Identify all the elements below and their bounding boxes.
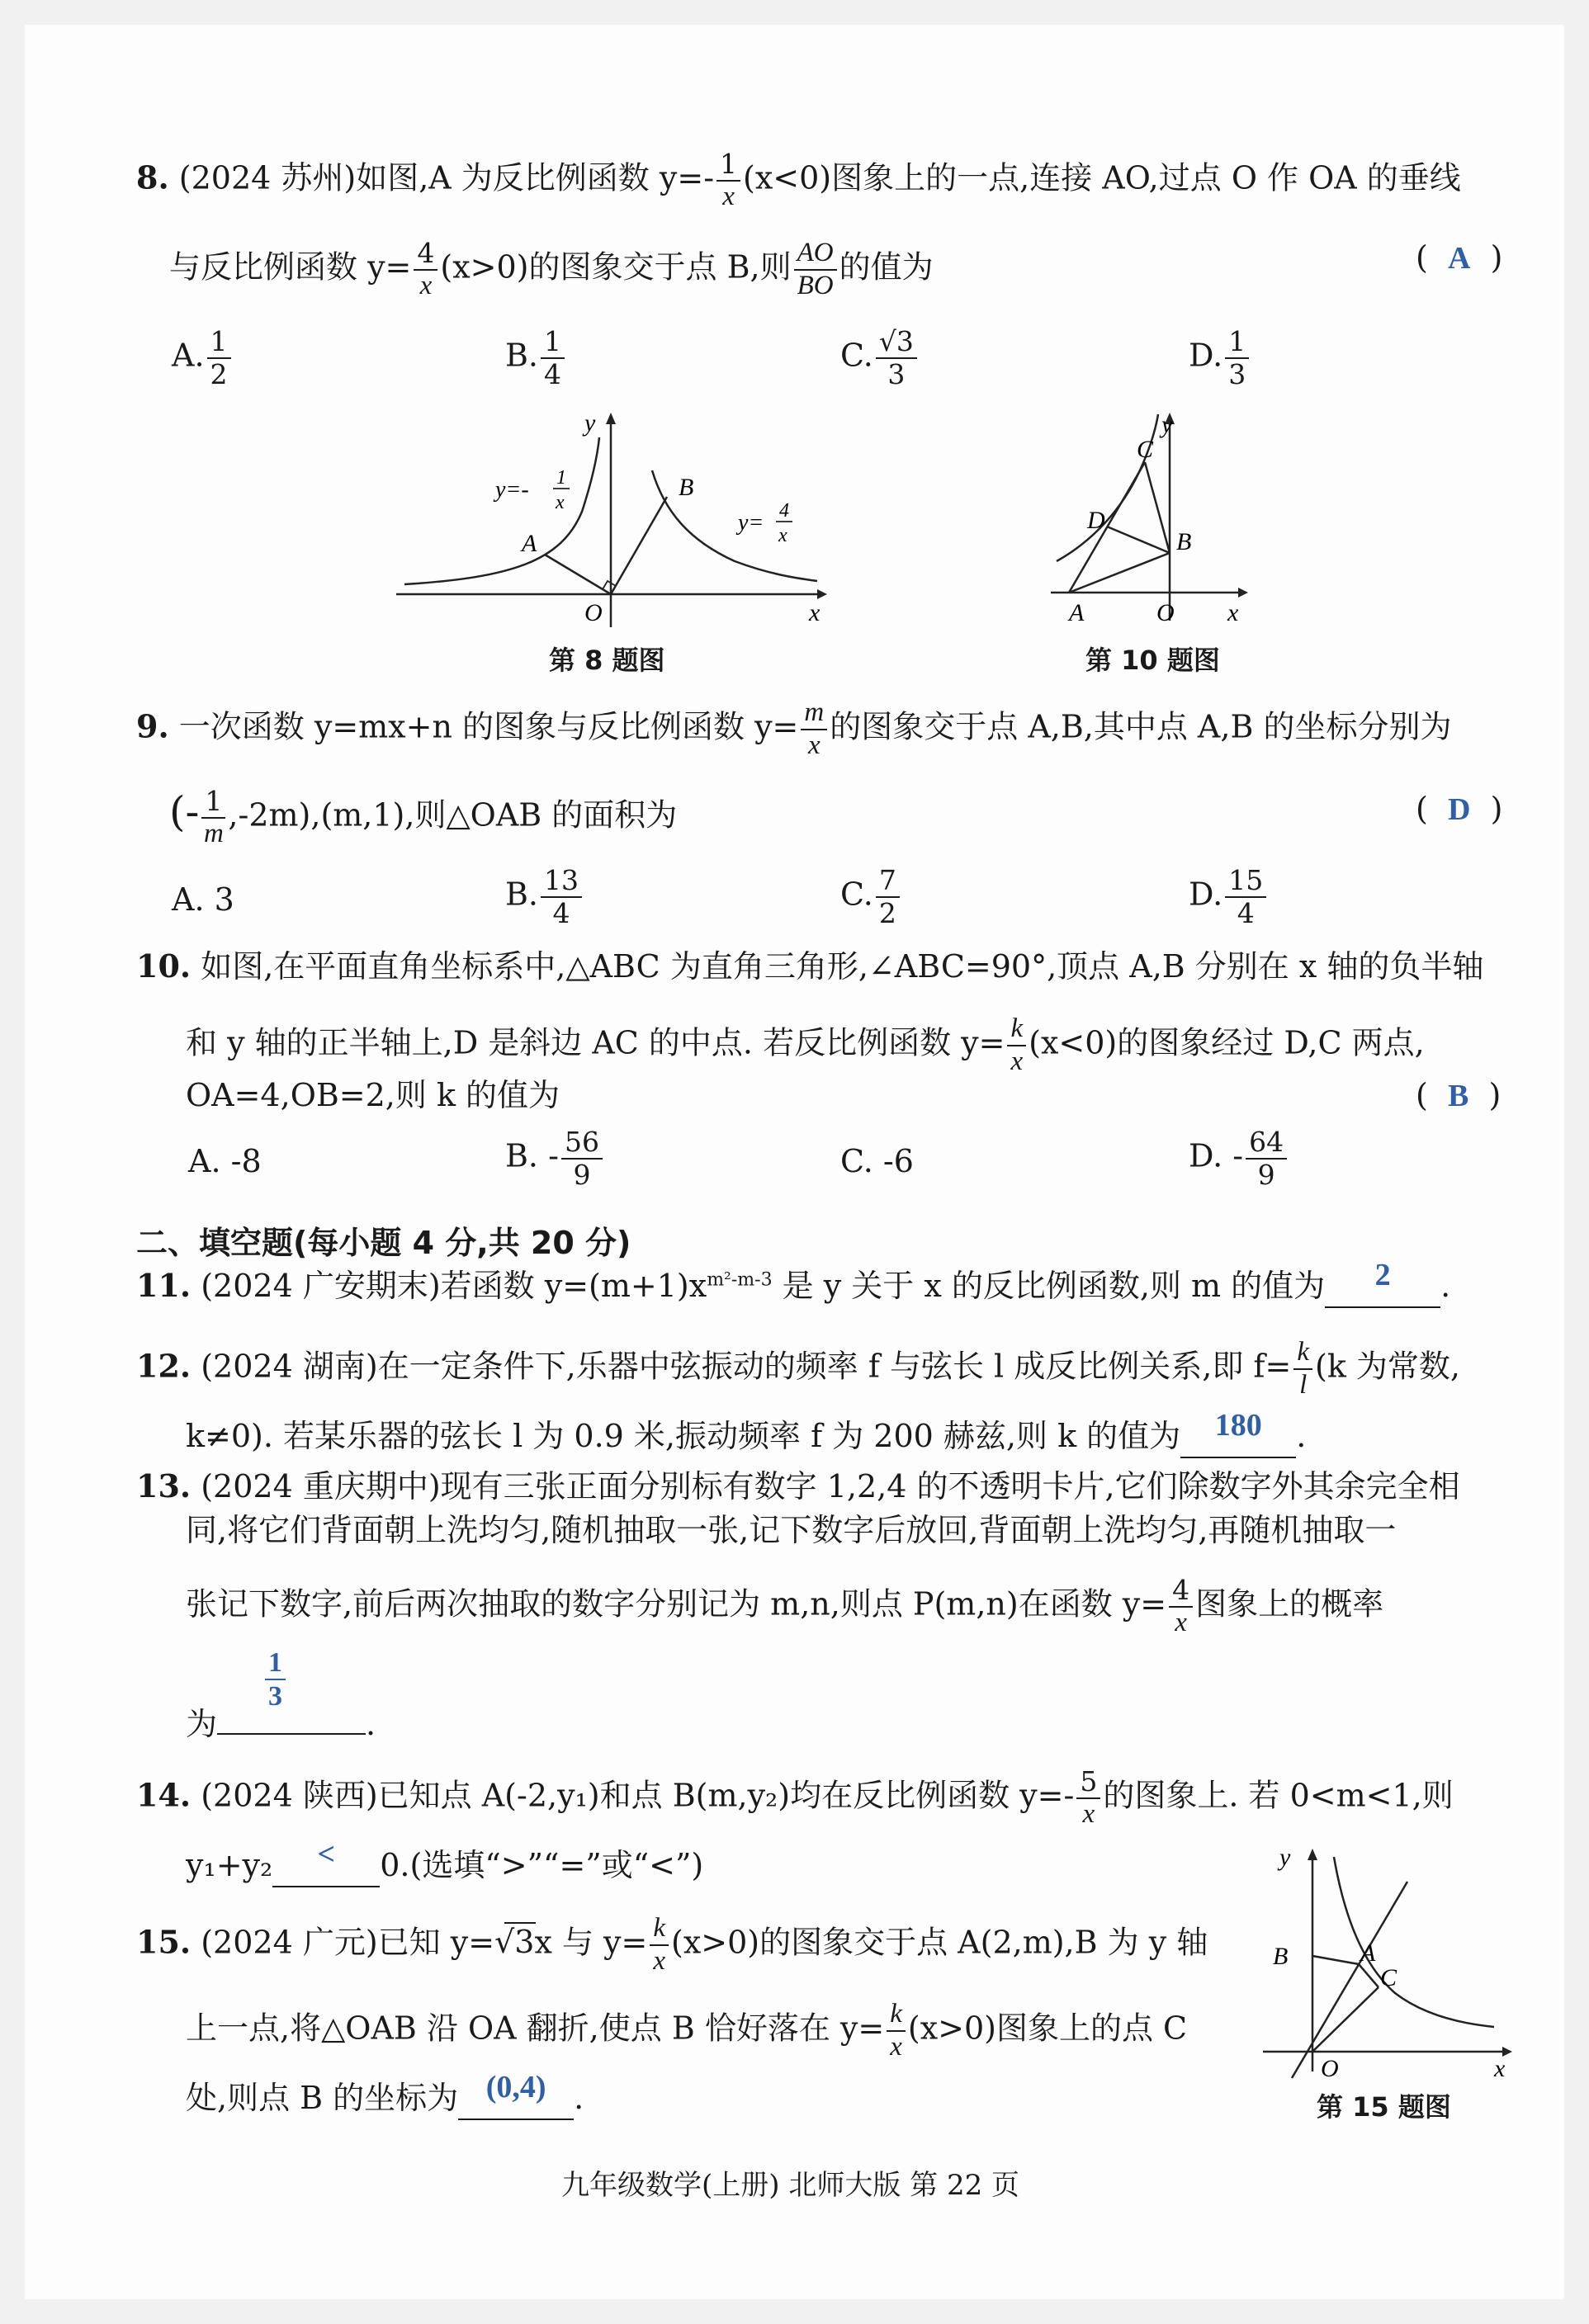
fig15-label-c: C — [1380, 1964, 1397, 1991]
q9-answer: D — [1447, 792, 1471, 827]
q12-frac: $\frac{k}{l}$ — [1293, 1337, 1312, 1401]
q14-line2 — [186, 1837, 704, 1887]
q13-line1 — [136, 1467, 1460, 1506]
fig15-segment-ac — [1359, 1964, 1379, 1987]
fig8-curve-left — [404, 437, 599, 584]
fig8-label-a: A — [522, 530, 537, 557]
q9-text-2: 的图象交于点 A,B,其中点 A,B 的坐标分别为 — [830, 708, 1452, 745]
q15-text-2b: (x>0)图象上的点 C — [907, 2010, 1188, 2047]
q13-text-2: 同,将它们背面朝上洗均匀,随机抽取一张,记下数字后放回,背面朝上洗均匀,再随机抽取一 — [186, 1512, 1397, 1548]
q9-line1 — [136, 697, 1451, 762]
fig15-segment-ba — [1312, 1956, 1359, 1964]
fig10-label-b: B — [1176, 528, 1192, 555]
q8-option-b: B. $\frac{1}{4}$ — [505, 326, 567, 390]
q8-text-3: 与反比例函数 y= — [169, 248, 412, 286]
q15-number: 15. — [136, 1923, 192, 1961]
fig15-caption: 第 15 题图 — [1317, 2091, 1451, 2123]
q13-line4: 为 . — [186, 1700, 376, 1744]
q15-text-1a: (2024 广元)已知 y= — [201, 1924, 495, 1961]
fig15 — [1255, 1840, 1519, 2088]
q11-line1: 11. (2024 广安期末)若函数 $y=(m+1)x^{m^2-m-3}$ 是 y 关于 x 的反比例函数,则 m 的值为 2 . — [136, 1267, 1450, 1308]
fig8-curve-right — [652, 470, 817, 581]
q9-text-1: 一次函数 y=mx+n 的图象与反比例函数 y= — [178, 708, 799, 745]
q8-answer: A — [1447, 241, 1471, 276]
q13-number: 13. — [136, 1467, 192, 1504]
fig10-segment-bc — [1145, 462, 1170, 553]
fig15-curve — [1334, 1857, 1494, 2027]
q10-text-2b: (x<0)的图象经过 D,C 两点, — [1029, 1024, 1425, 1061]
q14-blank — [272, 1837, 380, 1887]
q14-text-1a: (2024 陕西)已知点 A(-2,y₁)和点 B(m,y₂)均在反比例函数 y=- — [201, 1777, 1075, 1814]
fig10-label-d: D — [1087, 507, 1105, 534]
q14-text-1b: 的图象上. 若 0<m<1,则 — [1103, 1777, 1454, 1814]
q11-exponent: m²-m-3 — [707, 1269, 773, 1291]
q13-answer: $\frac{1}{3}$ — [265, 1646, 286, 1712]
fig8-label-y: y — [584, 409, 596, 437]
q9-frac-c: $\frac{1}{m}$ — [201, 786, 225, 850]
q14-frac: $\frac{5}{x}$ — [1076, 1766, 1100, 1830]
q9-option-b: B. $\frac{13}{4}$ — [505, 865, 584, 929]
q13-blank — [217, 1700, 366, 1735]
q13-text-3b: 图象上的概率 — [1195, 1585, 1384, 1623]
q8-frac-3: $\frac{AO}{BO}$ — [794, 238, 837, 302]
q8-line2 — [169, 238, 934, 302]
q10-answer: B — [1447, 1079, 1469, 1113]
q12-blank — [1180, 1408, 1296, 1458]
q8-text-1: 如图,A 为反比例函数 y=- — [356, 159, 715, 196]
q10-text-3: OA=4,OB=2,则 k 的值为 — [186, 1077, 560, 1113]
q12-number: 12. — [136, 1347, 192, 1385]
fig8 — [388, 404, 834, 635]
fig8-label-b: B — [679, 474, 694, 501]
fig8-left-num: 1 — [556, 467, 566, 489]
q12-text-1: (2024 湖南)在一定条件下,乐器中弦振动的频率 f 与弦长 l 成反比例关系,即 f= — [201, 1348, 1292, 1385]
q13-line3 — [186, 1575, 1383, 1639]
q12-text-1b: (k 为常数, — [1315, 1348, 1461, 1385]
fig8-right-fn: y= — [738, 510, 764, 536]
q10-answer-paren: ( B ) — [1416, 1077, 1502, 1113]
q10-number: 10. — [136, 947, 192, 985]
q8-answer-paren: ( A ) — [1416, 239, 1503, 276]
q15-text-1c: (x>0)的图象交于点 A(2,m),B 为 y 轴 — [671, 1924, 1208, 1961]
q10-line1 — [136, 947, 1483, 986]
q15-sqrt3: √3 — [494, 1924, 535, 1961]
fig10-label-c: C — [1137, 436, 1154, 463]
q9-text-3b: ,-2m),(m,1),则△OAB 的面积为 — [228, 796, 678, 834]
q8-line1 — [136, 149, 1461, 213]
fig15-label-x: x — [1494, 2055, 1506, 2082]
q13-line2 — [186, 1512, 1396, 1550]
q15-frac-1: $\frac{k}{x}$ — [650, 1913, 669, 1977]
q15-frac-2: $\frac{k}{x}$ — [887, 1999, 906, 2063]
fig15-label-o: O — [1321, 2055, 1339, 2082]
q14-answer: < — [317, 1837, 336, 1872]
q15-blank — [458, 2070, 574, 2120]
fig10-caption: 第 10 题图 — [1085, 645, 1220, 676]
q14-number: 14. — [136, 1776, 192, 1814]
section-fill-in-title: 二、填空题(每小题 4 分,共 20 分) — [136, 1225, 631, 1261]
fig10-segment-ab — [1069, 553, 1170, 593]
q9-option-a: A. 3 — [172, 881, 234, 918]
fig15-label-a: A — [1360, 1939, 1376, 1967]
q15-line3: 处,则点 B 的坐标为 (0,4) . — [186, 2080, 584, 2120]
q10-option-a: A. -8 — [188, 1143, 262, 1179]
fig8-right-den: x — [778, 525, 787, 546]
q11-blank — [1325, 1258, 1440, 1308]
q12-line1 — [136, 1337, 1460, 1401]
q8-frac-2: $\frac{4}{x}$ — [414, 238, 437, 302]
fig10-label-y: y — [1161, 411, 1173, 438]
q15-text-2a: 上一点,将△OAB 沿 OA 翻折,使点 B 恰好落在 y= — [186, 2010, 885, 2047]
q9-frac: $\frac{m}{x}$ — [801, 697, 827, 762]
q9-option-d: D. $\frac{15}{4}$ — [1189, 865, 1269, 929]
q9-answer-paren: ( D ) — [1416, 791, 1503, 827]
q10-option-c: C. -6 — [840, 1143, 914, 1179]
q8-number: 8. — [136, 158, 169, 196]
q11-number: 11. — [136, 1267, 192, 1304]
q15-text-3: 处,则点 B 的坐标为 — [186, 2080, 459, 2116]
q8-text-2: (x<0)图象上的一点,连接 AO,过点 O 作 OA 的垂线 — [743, 159, 1461, 196]
q15-text-1b: x 与 y= — [534, 1924, 648, 1961]
fig8-left-fn: y=- — [495, 477, 529, 503]
q12-text-2: k≠0). 若某乐器的弦长 l 为 0.9 米,振动频率 f 为 200 赫兹,则 k 的值为 — [186, 1418, 1181, 1454]
fig15-label-b: B — [1273, 1943, 1289, 1970]
fig8-label-x: x — [809, 599, 821, 626]
fig15-segment-oc — [1312, 1987, 1379, 2052]
q10-line3 — [186, 1077, 560, 1115]
fig10-segment-db — [1107, 527, 1170, 553]
q8-frac-1: $\frac{1}{x}$ — [716, 149, 740, 213]
q8-text-5: 的值为 — [839, 248, 934, 286]
fig8-segment-oa — [545, 555, 611, 594]
fig10 — [1044, 404, 1259, 635]
q11-answer: 2 — [1374, 1258, 1391, 1292]
q10-text-2a: 和 y 轴的正半轴上,D 是斜边 AC 的中点. 若反比例函数 y= — [186, 1024, 1005, 1061]
q15-line1 — [136, 1913, 1208, 1977]
q10-frac: $\frac{k}{x}$ — [1007, 1013, 1026, 1078]
q13-text-3a: 张记下数字,前后两次抽取的数字分别记为 m,n,则点 P(m,n)在函数 y= — [186, 1585, 1167, 1623]
q9-number: 9. — [136, 707, 169, 745]
q14-text-2a: y₁+y₂ — [186, 1847, 273, 1883]
fig10-label-a: A — [1069, 599, 1085, 626]
q9-option-c: C. $\frac{7}{2}$ — [840, 865, 902, 929]
q8-source: (2024 苏州) — [178, 159, 357, 196]
fig8-caption: 第 8 题图 — [549, 645, 665, 676]
q8-option-d: D. $\frac{1}{3}$ — [1189, 326, 1251, 390]
q15-answer: (0,4) — [485, 2070, 546, 2104]
q10-text-1: 如图,在平面直角坐标系中,△ABC 为直角三角形,∠ABC=90°,顶点 A,B 分别在 x 轴的负半轴 — [201, 948, 1484, 985]
q11-text-2: 是 y 关于 x 的反比例函数,则 m 的值为 — [772, 1268, 1326, 1304]
q8-option-c: C. $\frac{√3}{3}$ — [840, 326, 920, 390]
q12-answer: 180 — [1214, 1408, 1262, 1443]
q11-text-1: (2024 广安期末)若函数 y=(m+1)x — [201, 1268, 707, 1304]
fig15-label-y: y — [1279, 1844, 1291, 1871]
q12-line2: k≠0). 若某乐器的弦长 l 为 0.9 米,振动频率 f 为 200 赫兹,则 k 的值为 180 . — [186, 1418, 1306, 1458]
fig8-segment-ob — [611, 497, 667, 594]
q10-option-d: D. - $\frac{64}{9}$ — [1189, 1127, 1289, 1191]
q15-line2 — [186, 1999, 1187, 2063]
q14-line1 — [136, 1766, 1454, 1830]
q10-option-b: B. - $\frac{56}{9}$ — [505, 1127, 605, 1191]
fig8-label-o: O — [584, 599, 603, 626]
fig10-label-o: O — [1156, 599, 1175, 626]
q9-text-3a: (- — [169, 787, 200, 836]
fig10-label-x: x — [1227, 599, 1239, 626]
q14-text-2b: 0.(选填“>”“=”或“<”) — [380, 1847, 704, 1883]
page-footer: 九年级数学(上册) 北师大版 第 22 页 — [561, 2169, 1020, 2202]
q13-frac: $\frac{4}{x}$ — [1169, 1575, 1193, 1639]
fig8-left-den: x — [556, 492, 565, 513]
q8-text-4: (x>0)的图象交于点 B,则 — [440, 248, 792, 286]
q13-text-4: 为 — [186, 1706, 218, 1742]
q8-option-a: A. $\frac{1}{2}$ — [172, 326, 234, 390]
fig8-right-num: 4 — [779, 500, 789, 522]
q13-text-1: (2024 重庆期中)现有三张正面分别标有数字 1,2,4 的不透明卡片,它们除数字外其余完全相 — [201, 1468, 1460, 1504]
q9-line2 — [169, 786, 677, 850]
q10-line2 — [186, 1013, 1425, 1078]
